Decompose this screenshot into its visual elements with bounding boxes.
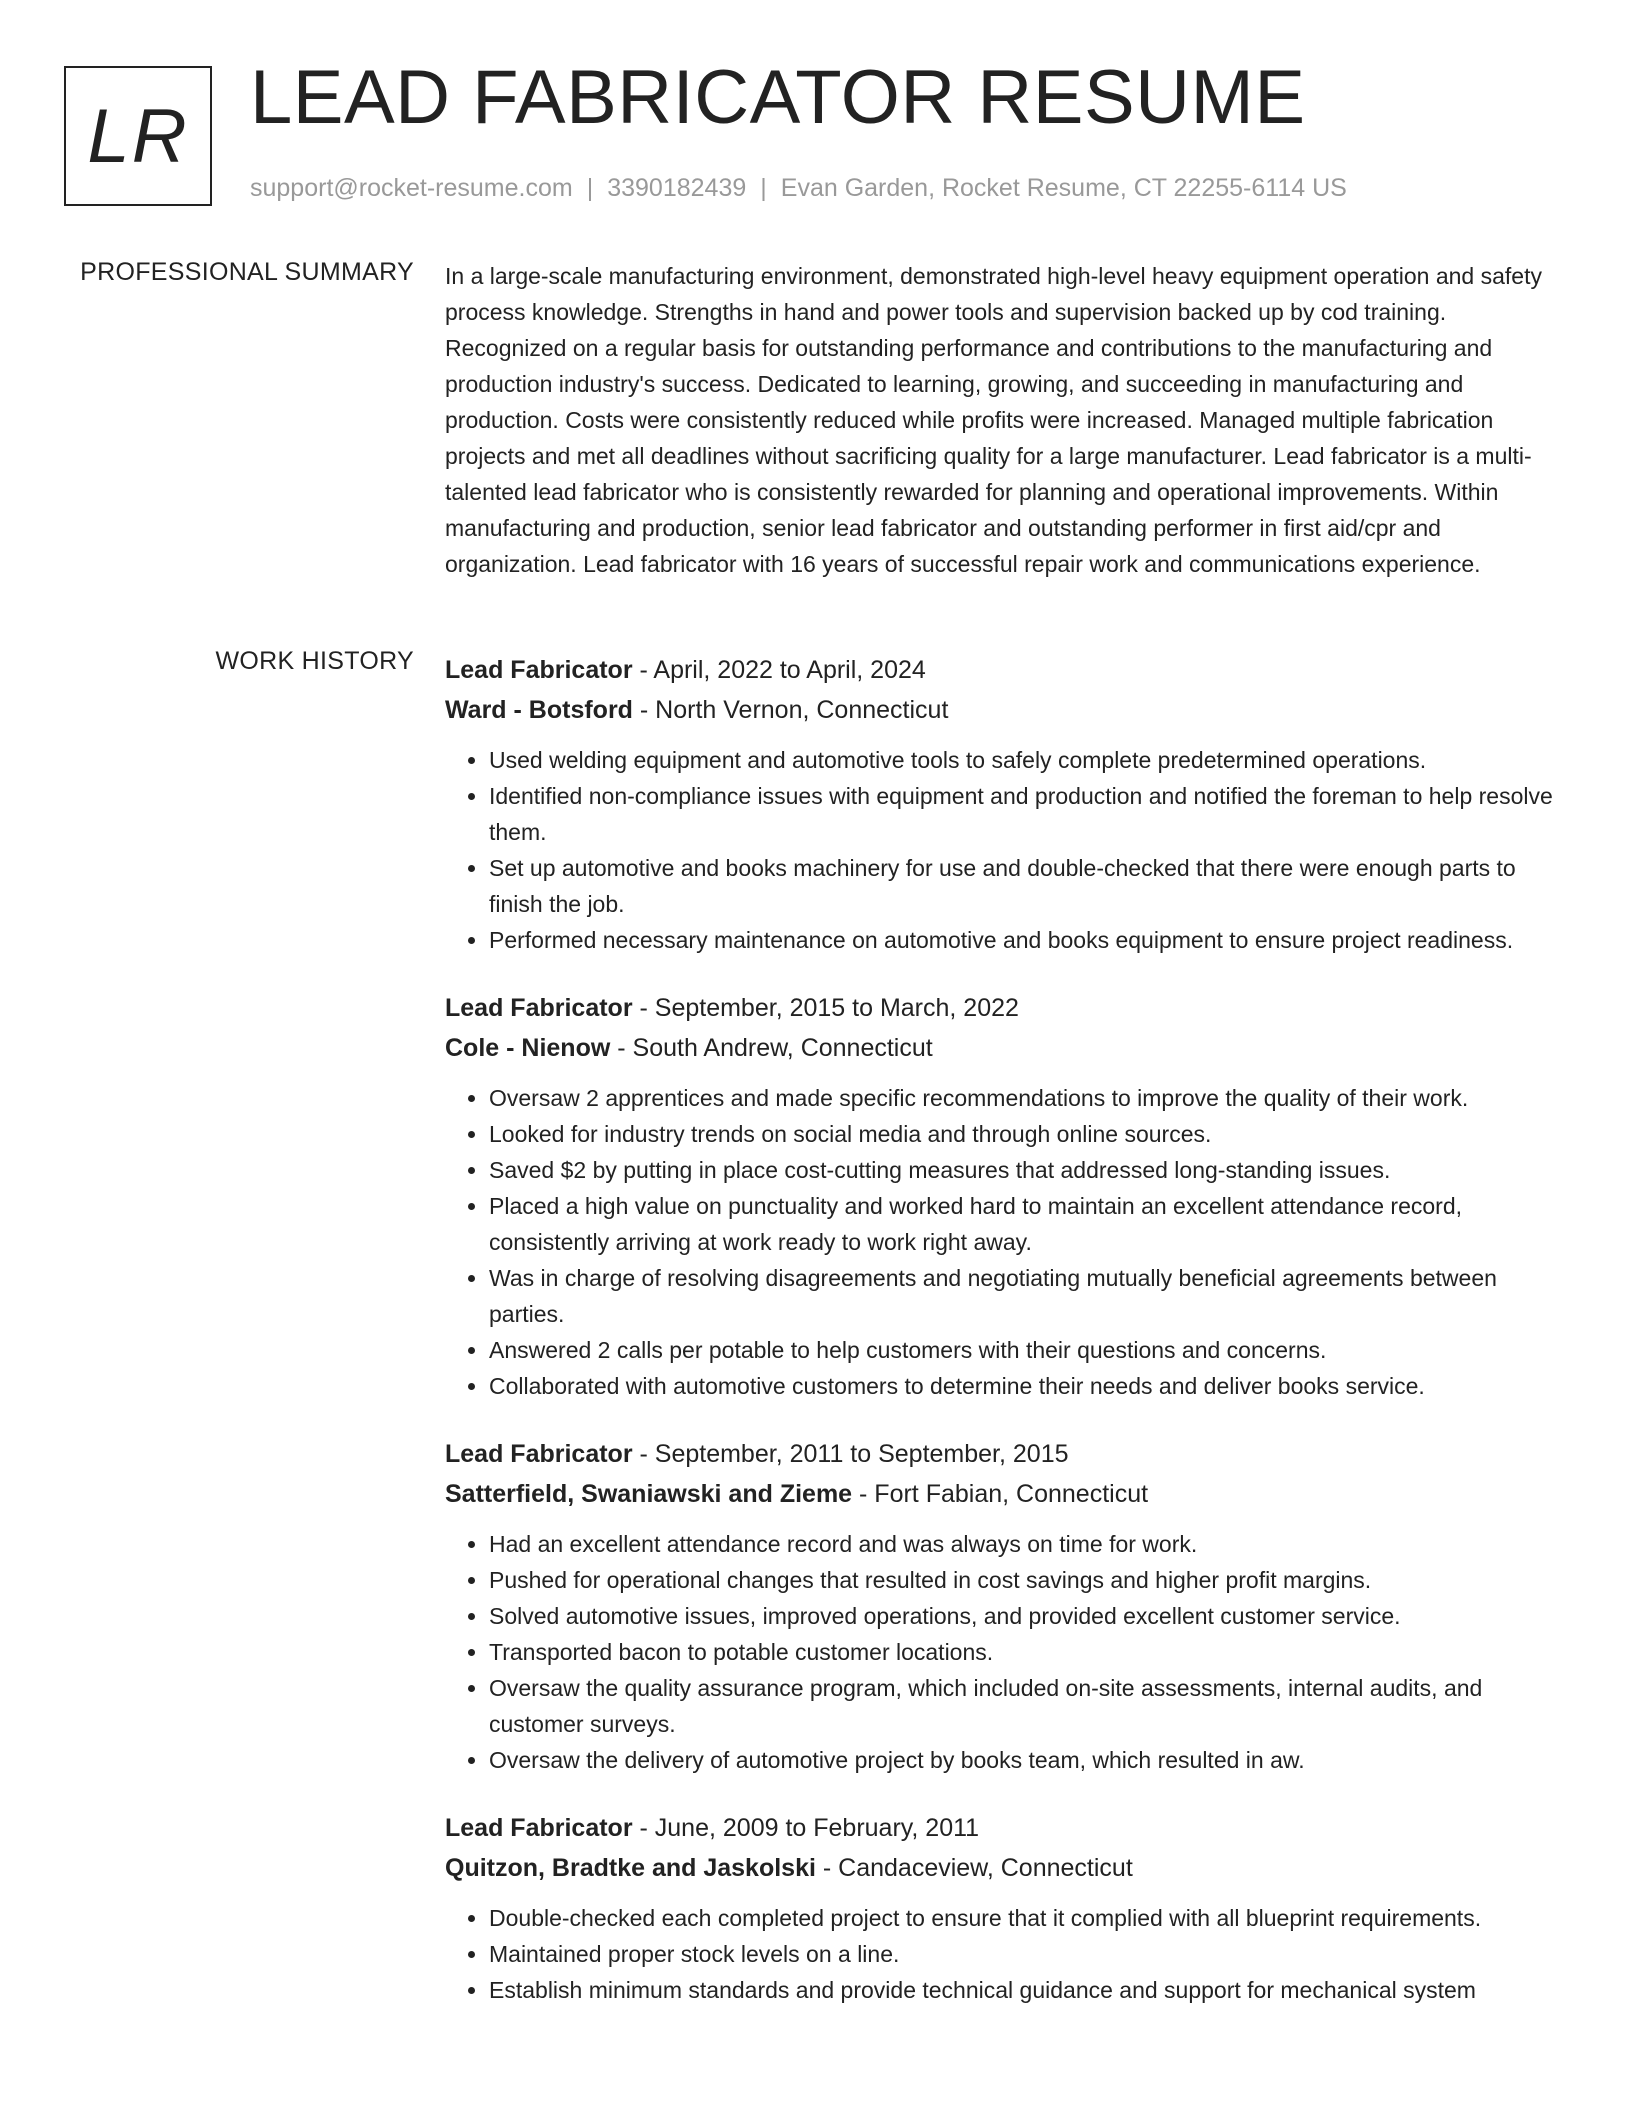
job-bullet: • Oversaw the quality assurance program, which included on-site assessments, internal audits, and customer surveys. [489,1670,1565,1742]
contact-email: support@rocket-resume.com [250,174,573,202]
job-company: Ward - Botsford [445,696,633,724]
job-bullet: • Double-checked each completed project to ensure that it complied with all blueprint requirements. [489,1900,1565,1936]
job-bullet: • Looked for industry trends on social media and through online sources. [489,1116,1565,1152]
contact-phone: 3390182439 [607,174,747,202]
job-dates: - September, 2011 to September, 2015 [632,1440,1069,1468]
job-location: - Candaceview, Connecticut [815,1854,1133,1882]
summary-section-label: PROFESSIONAL SUMMARY [80,258,414,286]
contact-address: Evan Garden, Rocket Resume, CT 22255-6114 US [780,174,1347,202]
job-company-line [445,1848,1565,1888]
job-bullet: • Collaborated with automotive customers to determine their needs and deliver books service. [489,1368,1565,1404]
job-entry [445,988,1565,1404]
job-location: - North Vernon, Connecticut [632,696,949,724]
job-bullets [445,1526,1565,1778]
job-bullet: • Solved automotive issues, improved operations, and provided excellent customer service. [489,1598,1565,1634]
job-bullet: • Transported bacon to potable customer locations. [489,1634,1565,1670]
job-company: Cole - Nienow [445,1034,611,1062]
job-company: Satterfield, Swaniawski and Zieme [445,1480,853,1508]
job-title-line [445,1434,1565,1474]
job-bullets [445,1080,1565,1404]
job-bullet: • Establish minimum standards and provide technical guidance and support for mechanical system [489,1972,1565,2008]
job-bullet: • Maintained proper stock levels on a line. [489,1936,1565,1972]
job-title-line [445,1808,1565,1848]
job-company-line [445,1474,1565,1514]
job-bullet: • Placed a high value on punctuality and worked hard to maintain an excellent attendance record, consistently arriving at work ready to work right away. [489,1188,1565,1260]
job-bullet: • Oversaw the delivery of automotive project by books team, which resulted in aw. [489,1742,1565,1778]
job-dates: - September, 2015 to March, 2022 [632,994,1019,1022]
contact-separator: | [760,174,767,202]
job-entry [445,1434,1565,1778]
job-bullets [445,742,1565,958]
job-location: - South Andrew, Connecticut [610,1034,933,1062]
job-bullet: • Pushed for operational changes that resulted in cost savings and higher profit margins. [489,1562,1565,1598]
job-bullet: • Was in charge of resolving disagreements and negotiating mutually beneficial agreements between parties. [489,1260,1565,1332]
contact-line [250,174,1347,203]
job-title-line [445,988,1565,1028]
job-bullets [445,1900,1565,2008]
job-bullet: • Saved $2 by putting in place cost-cutting measures that addressed long-standing issues. [489,1152,1565,1188]
job-entry [445,650,1565,958]
job-company-line [445,690,1565,730]
job-dates: - April, 2022 to April, 2024 [632,656,926,684]
job-bullet: • Oversaw 2 apprentices and made specific recommendations to improve the quality of their work. [489,1080,1565,1116]
job-bullet: • Used welding equipment and automotive tools to safely complete predetermined operations. [489,742,1565,778]
job-title: Lead Fabricator [445,994,633,1022]
job-title-line [445,650,1565,690]
monogram-badge: LR [64,66,212,206]
work-history-list [445,650,1565,2038]
summary-text: In a large-scale manufacturing environment, demonstrated high-level heavy equipment operation and safety process knowledge. Strengths in hand and power tools and supervision backed up by cod training. Recognized on a regular basis for outstanding performance and contributions to the manufacturing and production industry's success. Dedicated to learning, growing, and succeeding in manufacturing and production. Costs were consistently reduced while profits were increased. Managed multiple fabrication projects and met all deadlines without sacrificing quality for a large manufacturer. Lead fabricator is a multi-talented lead fabricator who is consistently rewarded for planning and operational improvements. Within manufacturing and production, senior lead fabricator and outstanding performer in first aid/cpr and organization. Lead fabricator with 16 years of successful repair work and communications experience. [445,263,1542,577]
job-location: - Fort Fabian, Connecticut [852,1480,1149,1508]
work-history-section-label: WORK HISTORY [215,647,414,675]
job-title: Lead Fabricator [445,656,633,684]
job-bullet: • Answered 2 calls per potable to help customers with their questions and concerns. [489,1332,1565,1368]
job-dates: - June, 2009 to February, 2011 [632,1814,980,1842]
job-company: Quitzon, Bradtke and Jaskolski [445,1854,816,1882]
job-company-line [445,1028,1565,1068]
resume-title: LEAD FABRICATOR RESUME [250,55,1306,140]
job-title: Lead Fabricator [445,1440,633,1468]
contact-separator: | [586,174,594,202]
job-title: Lead Fabricator [445,1814,633,1842]
job-bullet: • Performed necessary maintenance on automotive and books equipment to ensure project readiness. [489,922,1565,958]
job-entry [445,1808,1565,2008]
job-bullet: • Identified non-compliance issues with equipment and production and notified the foreman to help resolve them. [489,778,1565,850]
job-bullet: • Had an excellent attendance record and was always on time for work. [489,1526,1565,1562]
job-bullet: • Set up automotive and books machinery for use and double-checked that there were enough parts to finish the job. [489,850,1565,922]
